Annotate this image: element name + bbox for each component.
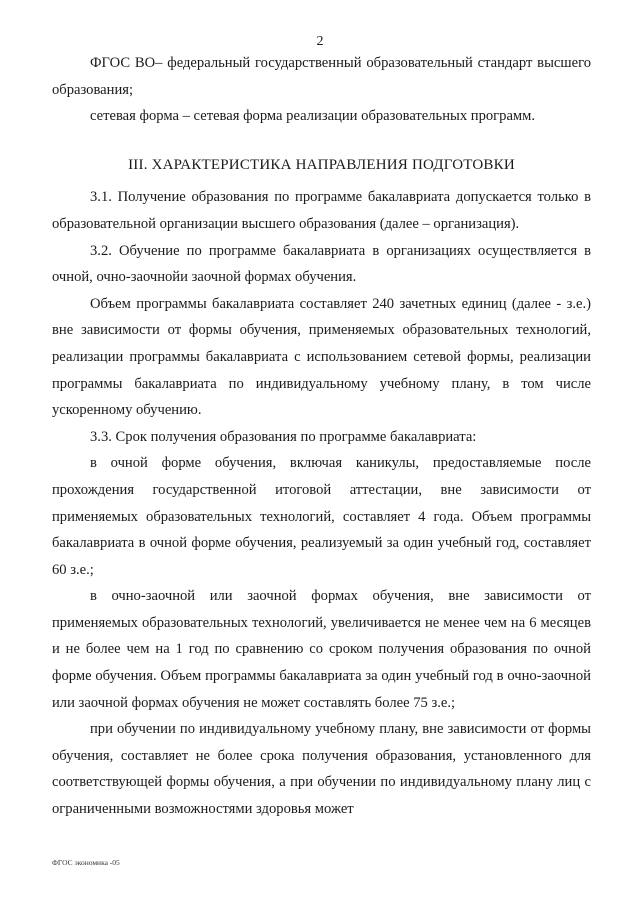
paragraph-program-volume: Объем программы бакалавриата составляет 240 зачетных единиц (далее - з.е.) вне зависимости от формы обучения, применяемых образовательных технологий, реализации программы бакалавриата с использованием сетевой формы, реализации программы бакалавриата по индивидуальному учебному плану, в том числе ускоренному обучению.: [52, 295, 591, 419]
paragraph-3-3: 3.3. Срок получения образования по программе бакалавриата:: [90, 428, 477, 445]
paragraph-part-time: в очно-заочной или заочной формах обучения, вне зависимости от применяемых образовательных технологий, увеличивается не менее чем на 6 месяцев и не более чем на 1 год по сравнению со сроком получения образования по очной форме обучения. Объем программы бакалавриата за один учебный год в очно-заочной или заочной формах обучения не может составлять более 75 з.е.;: [52, 588, 591, 711]
page-number: 2: [316, 34, 324, 49]
section-heading: III. ХАРАКТЕРИСТИКА НАПРАВЛЕНИЯ ПОДГОТОВКИ: [128, 156, 515, 173]
paragraph-fgos-definition: ФГОС ВО– федеральный государственный образовательный стандарт высшего образования;: [52, 55, 591, 98]
paragraph-3-1: 3.1. Получение образования по программе бакалавриата допускается только в образовательной организации высшего образования (далее – организация).: [52, 189, 591, 232]
document-body: [52, 50, 591, 823]
paragraph-individual-plan: при обучении по индивидуальному учебному плану, вне зависимости от формы обучения, составляет не более срока получения образования, установленного для соответствующей формы обучения, а при обучении по индивидуальному плану лиц с ограниченными возможностями здоровья может: [52, 721, 591, 818]
paragraph-3-2: 3.2. Обучение по программе бакалавриата в организациях осуществляется в очной, очно-заочнойи заочной формах обучения.: [52, 242, 591, 286]
paragraph-full-time: в очной форме обучения, включая каникулы, предоставляемые после прохождения государственной итоговой аттестации, вне зависимости от применяемых образовательных технологий, составляет 4 года. Объем программы бакалавриата в очной форме обучения, реализуемый за один учебный год, составляет 60 з.е.;: [52, 455, 591, 578]
page-footer: ФГОС экономика -05: [52, 858, 120, 867]
paragraph-network-form-definition: сетевая форма – сетевая форма реализации образовательных программ.: [90, 108, 536, 125]
